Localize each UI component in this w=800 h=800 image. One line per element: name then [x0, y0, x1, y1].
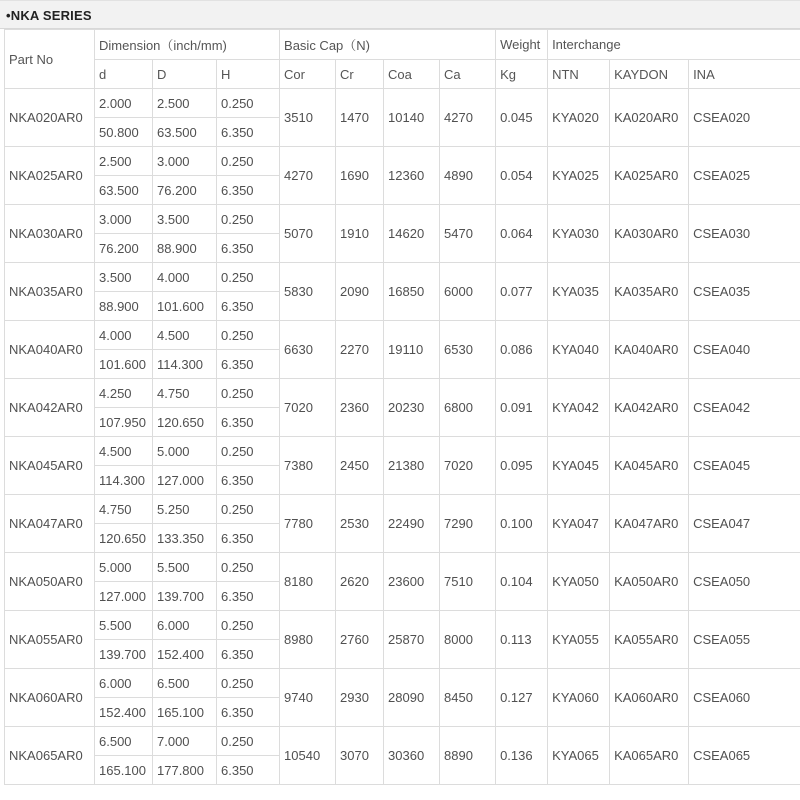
D-inch-cell: 4.500 [153, 321, 217, 350]
D-inch-cell: 5.500 [153, 553, 217, 582]
d-mm-cell: 165.100 [95, 756, 153, 785]
weight-cell: 0.127 [496, 669, 548, 727]
header-ina: INA [689, 60, 800, 89]
header-part-no: Part No [5, 30, 95, 89]
cor-cell: 10540 [280, 727, 336, 785]
series-title: •NKA SERIES [6, 8, 92, 23]
kaydon-cell: KA060AR0 [610, 669, 689, 727]
weight-cell: 0.045 [496, 89, 548, 147]
D-mm-cell: 120.650 [153, 408, 217, 437]
cr-cell: 1910 [336, 205, 384, 263]
header-H: H [217, 60, 280, 89]
table-row [5, 611, 800, 640]
cor-cell: 3510 [280, 89, 336, 147]
H-mm-cell: 6.350 [217, 524, 280, 553]
kaydon-cell: KA020AR0 [610, 89, 689, 147]
d-mm-cell: 127.000 [95, 582, 153, 611]
d-inch-cell: 2.000 [95, 89, 153, 118]
H-inch-cell: 0.250 [217, 495, 280, 524]
d-inch-cell: 5.500 [95, 611, 153, 640]
H-inch-cell: 0.250 [217, 89, 280, 118]
kaydon-cell: KA035AR0 [610, 263, 689, 321]
d-inch-cell: 4.500 [95, 437, 153, 466]
ntn-cell: KYA025 [548, 147, 610, 205]
table-row [5, 379, 800, 408]
cr-cell: 2090 [336, 263, 384, 321]
coa-cell: 19110 [384, 321, 440, 379]
part-no-cell: NKA035AR0 [5, 263, 95, 321]
D-inch-cell: 3.000 [153, 147, 217, 176]
ntn-cell: KYA030 [548, 205, 610, 263]
weight-cell: 0.104 [496, 553, 548, 611]
H-mm-cell: 6.350 [217, 698, 280, 727]
part-no-cell: NKA020AR0 [5, 89, 95, 147]
ntn-cell: KYA060 [548, 669, 610, 727]
D-inch-cell: 4.000 [153, 263, 217, 292]
H-mm-cell: 6.350 [217, 350, 280, 379]
ca-cell: 8890 [440, 727, 496, 785]
cor-cell: 5830 [280, 263, 336, 321]
D-inch-cell: 4.750 [153, 379, 217, 408]
coa-cell: 14620 [384, 205, 440, 263]
kaydon-cell: KA047AR0 [610, 495, 689, 553]
D-mm-cell: 63.500 [153, 118, 217, 147]
ina-cell: CSEA040 [689, 321, 800, 379]
kaydon-cell: KA050AR0 [610, 553, 689, 611]
cor-cell: 5070 [280, 205, 336, 263]
ina-cell: CSEA055 [689, 611, 800, 669]
H-inch-cell: 0.250 [217, 321, 280, 350]
H-mm-cell: 6.350 [217, 408, 280, 437]
D-mm-cell: 139.700 [153, 582, 217, 611]
ina-cell: CSEA047 [689, 495, 800, 553]
d-inch-cell: 4.750 [95, 495, 153, 524]
weight-cell: 0.054 [496, 147, 548, 205]
kaydon-cell: KA042AR0 [610, 379, 689, 437]
part-no-cell: NKA060AR0 [5, 669, 95, 727]
ina-cell: CSEA030 [689, 205, 800, 263]
header-dimension: Dimension（inch/mm) [95, 30, 280, 60]
table-row [5, 321, 800, 350]
D-mm-cell: 177.800 [153, 756, 217, 785]
D-inch-cell: 7.000 [153, 727, 217, 756]
coa-cell: 22490 [384, 495, 440, 553]
ntn-cell: KYA045 [548, 437, 610, 495]
H-mm-cell: 6.350 [217, 176, 280, 205]
kaydon-cell: KA030AR0 [610, 205, 689, 263]
header-weight: Weight [496, 30, 548, 60]
D-inch-cell: 5.250 [153, 495, 217, 524]
part-no-cell: NKA045AR0 [5, 437, 95, 495]
H-mm-cell: 6.350 [217, 756, 280, 785]
ina-cell: CSEA020 [689, 89, 800, 147]
kaydon-cell: KA045AR0 [610, 437, 689, 495]
table-row [5, 553, 800, 582]
d-inch-cell: 6.000 [95, 669, 153, 698]
weight-cell: 0.100 [496, 495, 548, 553]
ca-cell: 5470 [440, 205, 496, 263]
kaydon-cell: KA025AR0 [610, 147, 689, 205]
D-mm-cell: 127.000 [153, 466, 217, 495]
D-mm-cell: 88.900 [153, 234, 217, 263]
d-mm-cell: 63.500 [95, 176, 153, 205]
header-interchange: Interchange [548, 30, 800, 60]
cr-cell: 2760 [336, 611, 384, 669]
header-basic-cap: Basic Cap（N) [280, 30, 496, 60]
ca-cell: 6800 [440, 379, 496, 437]
weight-cell: 0.095 [496, 437, 548, 495]
header-coa: Coa [384, 60, 440, 89]
H-mm-cell: 6.350 [217, 234, 280, 263]
ina-cell: CSEA035 [689, 263, 800, 321]
ca-cell: 4890 [440, 147, 496, 205]
coa-cell: 20230 [384, 379, 440, 437]
ca-cell: 4270 [440, 89, 496, 147]
H-inch-cell: 0.250 [217, 147, 280, 176]
cr-cell: 1690 [336, 147, 384, 205]
H-inch-cell: 0.250 [217, 205, 280, 234]
ca-cell: 8450 [440, 669, 496, 727]
cor-cell: 7020 [280, 379, 336, 437]
spec-table-body [5, 30, 800, 785]
kaydon-cell: KA040AR0 [610, 321, 689, 379]
header-d: d [95, 60, 153, 89]
coa-cell: 16850 [384, 263, 440, 321]
D-mm-cell: 76.200 [153, 176, 217, 205]
coa-cell: 28090 [384, 669, 440, 727]
part-no-cell: NKA025AR0 [5, 147, 95, 205]
coa-cell: 23600 [384, 553, 440, 611]
d-inch-cell: 3.000 [95, 205, 153, 234]
part-no-cell: NKA042AR0 [5, 379, 95, 437]
H-inch-cell: 0.250 [217, 611, 280, 640]
header-kg: Kg [496, 60, 548, 89]
table-row [5, 495, 800, 524]
D-inch-cell: 5.000 [153, 437, 217, 466]
table-row [5, 89, 800, 118]
kaydon-cell: KA055AR0 [610, 611, 689, 669]
header-D: D [153, 60, 217, 89]
header-row-sub [5, 60, 800, 89]
H-inch-cell: 0.250 [217, 437, 280, 466]
d-inch-cell: 2.500 [95, 147, 153, 176]
ina-cell: CSEA050 [689, 553, 800, 611]
coa-cell: 21380 [384, 437, 440, 495]
H-inch-cell: 0.250 [217, 379, 280, 408]
H-inch-cell: 0.250 [217, 553, 280, 582]
table-row [5, 727, 800, 756]
H-inch-cell: 0.250 [217, 669, 280, 698]
cor-cell: 4270 [280, 147, 336, 205]
ntn-cell: KYA050 [548, 553, 610, 611]
D-inch-cell: 6.000 [153, 611, 217, 640]
table-row [5, 437, 800, 466]
spec-table [4, 29, 800, 785]
d-mm-cell: 152.400 [95, 698, 153, 727]
H-mm-cell: 6.350 [217, 582, 280, 611]
d-mm-cell: 120.650 [95, 524, 153, 553]
table-row [5, 263, 800, 292]
cor-cell: 6630 [280, 321, 336, 379]
D-mm-cell: 152.400 [153, 640, 217, 669]
table-row [5, 205, 800, 234]
part-no-cell: NKA040AR0 [5, 321, 95, 379]
D-inch-cell: 2.500 [153, 89, 217, 118]
d-mm-cell: 114.300 [95, 466, 153, 495]
ntn-cell: KYA020 [548, 89, 610, 147]
header-row-group [5, 30, 800, 60]
header-ca: Ca [440, 60, 496, 89]
H-mm-cell: 6.350 [217, 640, 280, 669]
ntn-cell: KYA035 [548, 263, 610, 321]
part-no-cell: NKA055AR0 [5, 611, 95, 669]
ina-cell: CSEA065 [689, 727, 800, 785]
cor-cell: 7780 [280, 495, 336, 553]
cr-cell: 2930 [336, 669, 384, 727]
H-mm-cell: 6.350 [217, 292, 280, 321]
D-inch-cell: 3.500 [153, 205, 217, 234]
series-title-bar [0, 0, 800, 29]
d-mm-cell: 50.800 [95, 118, 153, 147]
weight-cell: 0.064 [496, 205, 548, 263]
d-mm-cell: 88.900 [95, 292, 153, 321]
coa-cell: 12360 [384, 147, 440, 205]
table-row [5, 669, 800, 698]
weight-cell: 0.091 [496, 379, 548, 437]
ntn-cell: KYA040 [548, 321, 610, 379]
weight-cell: 0.113 [496, 611, 548, 669]
coa-cell: 10140 [384, 89, 440, 147]
part-no-cell: NKA047AR0 [5, 495, 95, 553]
ntn-cell: KYA065 [548, 727, 610, 785]
header-kaydon: KAYDON [610, 60, 689, 89]
part-no-cell: NKA050AR0 [5, 553, 95, 611]
table-row [5, 147, 800, 176]
cr-cell: 3070 [336, 727, 384, 785]
ina-cell: CSEA042 [689, 379, 800, 437]
part-no-cell: NKA030AR0 [5, 205, 95, 263]
header-cr: Cr [336, 60, 384, 89]
cor-cell: 8180 [280, 553, 336, 611]
H-inch-cell: 0.250 [217, 727, 280, 756]
D-mm-cell: 114.300 [153, 350, 217, 379]
cr-cell: 1470 [336, 89, 384, 147]
D-inch-cell: 6.500 [153, 669, 217, 698]
ntn-cell: KYA055 [548, 611, 610, 669]
d-inch-cell: 6.500 [95, 727, 153, 756]
coa-cell: 30360 [384, 727, 440, 785]
header-ntn: NTN [548, 60, 610, 89]
cr-cell: 2450 [336, 437, 384, 495]
cr-cell: 2620 [336, 553, 384, 611]
ca-cell: 7510 [440, 553, 496, 611]
ina-cell: CSEA025 [689, 147, 800, 205]
H-mm-cell: 6.350 [217, 118, 280, 147]
cor-cell: 8980 [280, 611, 336, 669]
ina-cell: CSEA060 [689, 669, 800, 727]
ntn-cell: KYA042 [548, 379, 610, 437]
cr-cell: 2530 [336, 495, 384, 553]
d-inch-cell: 4.000 [95, 321, 153, 350]
ntn-cell: KYA047 [548, 495, 610, 553]
d-mm-cell: 139.700 [95, 640, 153, 669]
H-mm-cell: 6.350 [217, 466, 280, 495]
ca-cell: 7290 [440, 495, 496, 553]
cr-cell: 2360 [336, 379, 384, 437]
D-mm-cell: 101.600 [153, 292, 217, 321]
coa-cell: 25870 [384, 611, 440, 669]
d-inch-cell: 4.250 [95, 379, 153, 408]
H-inch-cell: 0.250 [217, 263, 280, 292]
part-no-cell: NKA065AR0 [5, 727, 95, 785]
d-inch-cell: 3.500 [95, 263, 153, 292]
weight-cell: 0.077 [496, 263, 548, 321]
d-mm-cell: 107.950 [95, 408, 153, 437]
d-inch-cell: 5.000 [95, 553, 153, 582]
d-mm-cell: 101.600 [95, 350, 153, 379]
D-mm-cell: 133.350 [153, 524, 217, 553]
ca-cell: 8000 [440, 611, 496, 669]
cor-cell: 7380 [280, 437, 336, 495]
ca-cell: 6000 [440, 263, 496, 321]
ca-cell: 6530 [440, 321, 496, 379]
cr-cell: 2270 [336, 321, 384, 379]
ca-cell: 7020 [440, 437, 496, 495]
d-mm-cell: 76.200 [95, 234, 153, 263]
cor-cell: 9740 [280, 669, 336, 727]
weight-cell: 0.086 [496, 321, 548, 379]
kaydon-cell: KA065AR0 [610, 727, 689, 785]
header-cor: Cor [280, 60, 336, 89]
weight-cell: 0.136 [496, 727, 548, 785]
ina-cell: CSEA045 [689, 437, 800, 495]
D-mm-cell: 165.100 [153, 698, 217, 727]
